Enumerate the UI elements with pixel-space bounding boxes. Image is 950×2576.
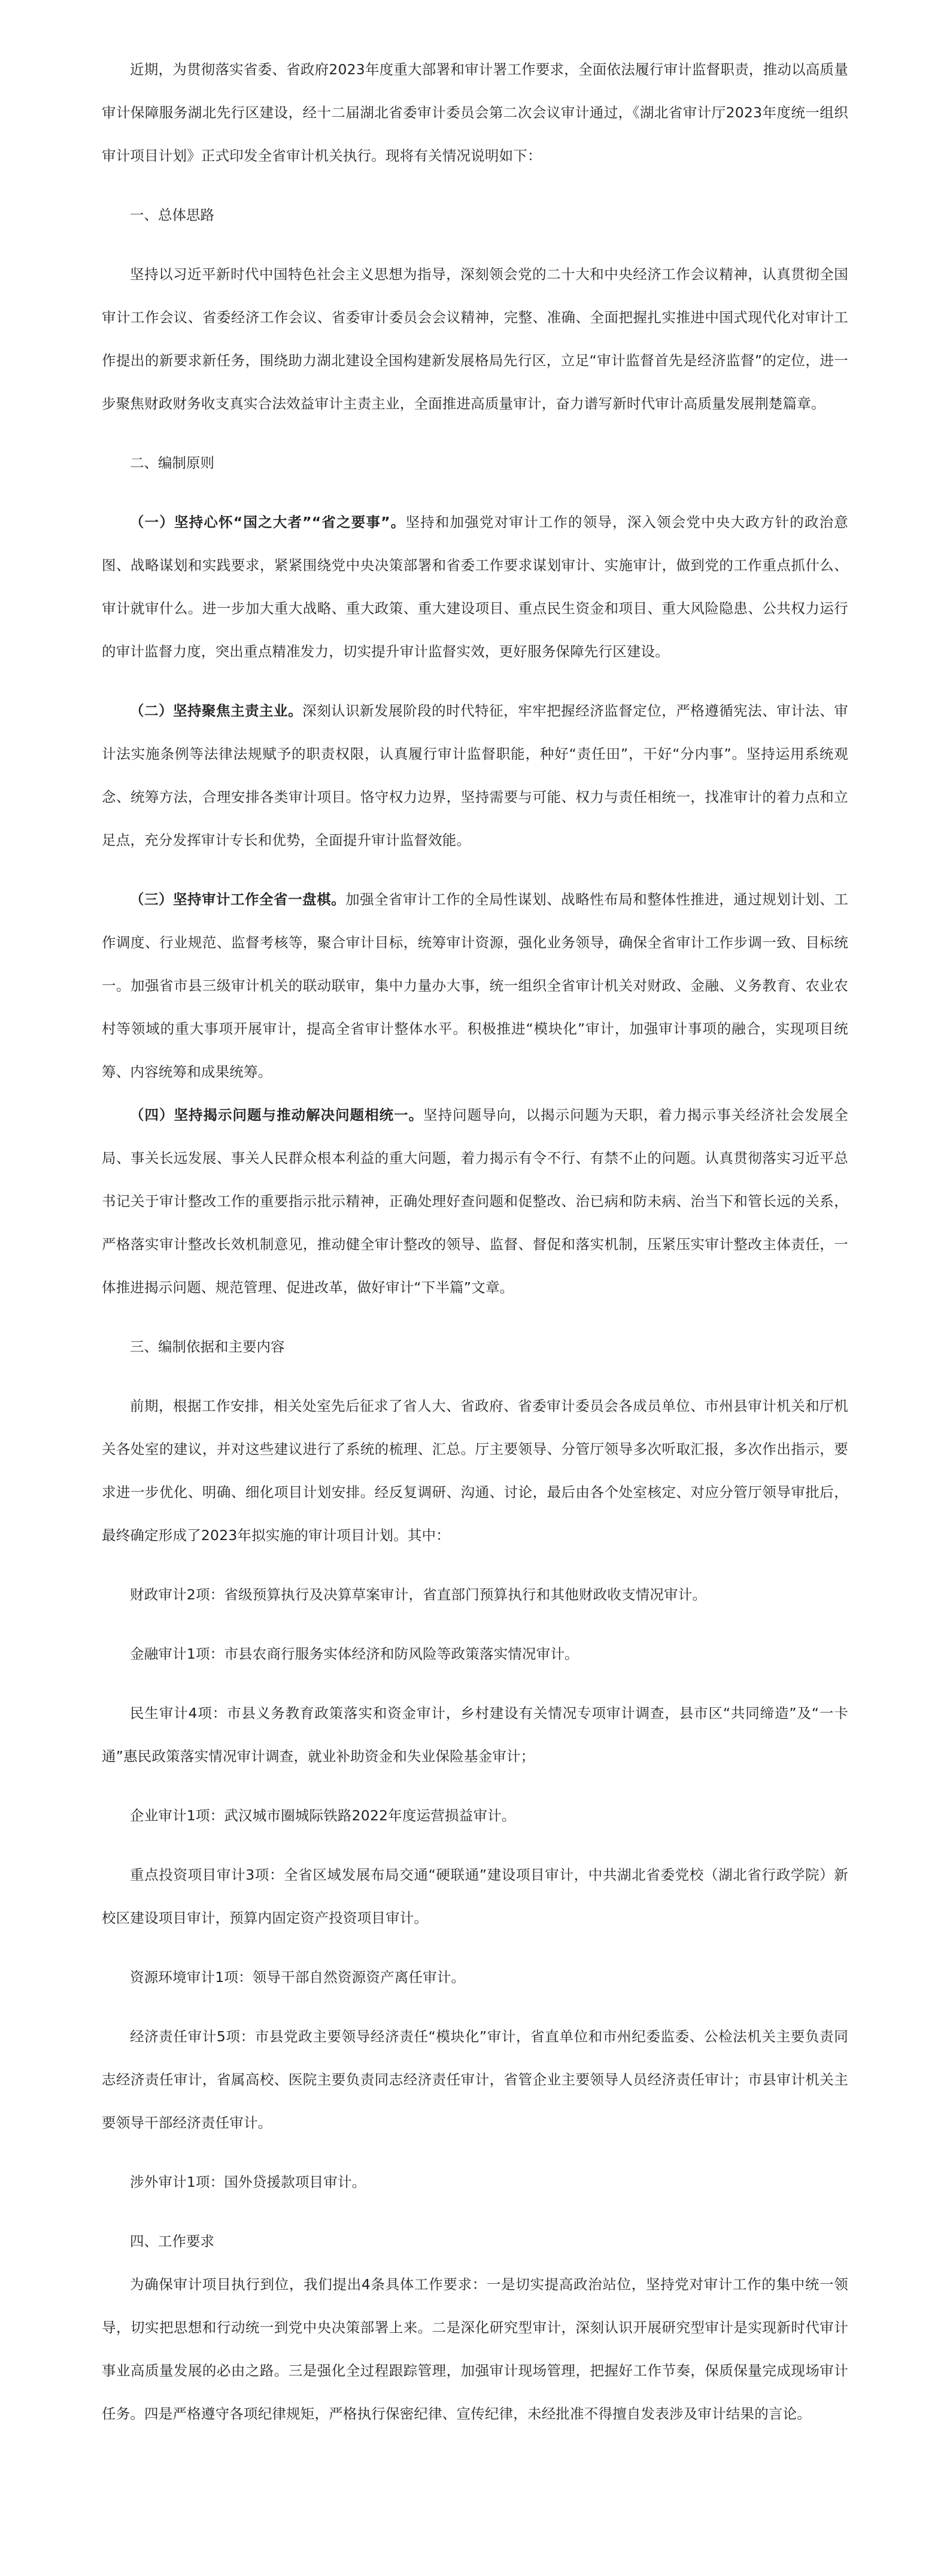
section-heading-requirements: 四、工作要求 (130, 2233, 214, 2250)
principle-3-body: 加强全省审计工作的全局性谋划、战略性布局和整体性推进，通过规划计划、工作调度、行业规范、监督考核等，聚合审计目标，统筹审计资源，强化业务领导，确保全省审计工作步调一致、目标统一。加强省市县三级审计机关的联动联审，集中力量办大事，统一组织全省审计机关对财政、金融、义务教育、农业农村等领域的重大事项开展审计，提高全省审计整体水平。积极推进“模块化”审计，加强审计事项的融合，实现项目统筹、内容统筹和成果统筹。 (102, 891, 849, 1080)
principle-2-lead: （二）坚持聚焦主责主业。 (130, 702, 303, 719)
basis-intro-paragraph: 前期，根据工作安排，相关处室先后征求了省人大、省政府、省委审计委员会各成员单位、市州县审计机关和厅机关各处室的建议，并对这些建议进行了系统的梳理、汇总。厅主要领导、分管厅领导多次听取汇报，多次作出指示，要求进一步优化、明确、细化项目计划安排。经反复调研、沟通、讨论，最后由各个处室核定、对应分管厅领导审批后，最终确定形成了2023年拟实施的审计项目计划。其中： (102, 1398, 848, 1544)
audit-item-enterprise: 企业审计1项：武汉城市圈城际铁路2022年度运营损益审计。 (130, 1807, 516, 1824)
audit-item-livelihood: 民生审计4项：市县义务教育政策落实和资金审计，乡村建设有关情况专项审计调查，县市区“共同缔造”及“一卡通”惠民政策落实情况审计调查，就业补助资金和失业保险基金审计； (102, 1705, 848, 1765)
audit-item-economic-responsibility: 经济责任审计5项：市县党政主要领导经济责任“模块化”审计，省直单位和市州纪委监委、公检法机关主要负责同志经济责任审计，省属高校、医院主要负责同志经济责任审计，省管企业主要领导人员经济责任审计；市县审计机关主要领导干部经济责任审计。 (102, 2028, 848, 2131)
principle-4-body: 坚持问题导向，以揭示问题为天职，着力揭示事关经济社会发展全局、事关长远发展、事关人民群众根本利益的重大问题，着力揭示有令不行、有禁不止的问题。认真贯彻落实习近平总书记关于审计整改工作的重要指示批示精神，正确处理好查问题和促整改、治已病和防未病、治当下和管长远的关系，严格落实审计整改长效机制意见，推动健全审计整改的领导、监督、督促和落实机制，压紧压实审计整改主体责任，一体推进揭示问题、规范管理、促进改革，做好审计“下半篇”文章。 (102, 1107, 848, 1296)
audit-item-banking: 金融审计1项：市县农商行服务实体经济和防风险等政策落实情况审计。 (130, 1645, 579, 1662)
requirements-paragraph: 为确保审计项目执行到位，我们提出4条具体工作要求：一是切实提高政治站位，坚持党对审计工作的集中统一领导，切实把思想和行动统一到党中央决策部署上来。二是深化研究型审计，深刻认识开展研究型审计是实现新时代审计事业高质量发展的必由之路。三是强化全过程跟踪管理，加强审计现场管理，把握好工作节奏，保质保量完成现场审计任务。四是严格遵守各项纪律规矩，严格执行保密纪律、宣传纪律，未经批准不得擅自发表涉及审计结果的言论。 (102, 2276, 848, 2422)
principle-3-lead: （三）坚持审计工作全省一盘棋。 (130, 891, 346, 908)
principle-1-lead: （一）坚持心怀“国之大者”“省之要事”。 (130, 514, 406, 531)
principle-4-lead: （四）坚持揭示问题与推动解决问题相统一。 (130, 1107, 424, 1123)
section-heading-principles: 二、编制原则 (130, 454, 214, 471)
intro-paragraph: 近期，为贯彻落实省委、省政府2023年度重大部署和审计署工作要求，全面依法履行审计监督职责，推动以高质量审计保障服务湖北先行区建设，经十二届湖北省委审计委员会第二次会议审计通过，《湖北省审计厅2023年度统一组织审计项目计划》正式印发全省审计机关执行。现将有关情况说明如下： (102, 61, 848, 164)
overall-approach-paragraph: 坚持以习近平新时代中国特色社会主义思想为指导，深刻领会党的二十大和中央经济工作会议精神，认真贯彻全国审计工作会议、省委经济工作会议、省委审计委员会会议精神，完整、准确、全面把握扎实推进中国式现代化对审计工作提出的新要求新任务，围绕助力湖北建设全国构建新发展格局先行区，立足“审计监督首先是经济监督”的定位，进一步聚焦财政财务收支真实合法效益审计主责主业，全面推进高质量审计，奋力谱写新时代审计高质量发展荆楚篇章。 (102, 266, 848, 412)
audit-item-finance: 财政审计2项：省级预算执行及决算草案审计，省直部门预算执行和其他财政收支情况审计。 (130, 1586, 707, 1603)
principle-2-paragraph (102, 689, 848, 862)
principle-1-paragraph (102, 501, 848, 673)
audit-item-resources: 资源环境审计1项：领导干部自然资源资产离任审计。 (130, 1969, 466, 1986)
principle-1-body: 坚持和加强党对审计工作的领导，深入领会党中央大政方针的政治意图、战略谋划和实践要求，紧紧围绕党中央决策部署和省委工作要求谋划审计、实施审计，做到党的工作重点抓什么、审计就审什么。进一步加大重大战略、重大政策、重大建设项目、重点民生资金和项目、重大风险隐患、公共权力运行的审计监督力度，突出重点精准发力，切实提升审计监督实效，更好服务保障先行区建设。 (102, 514, 849, 660)
principle-2-body: 深刻认识新发展阶段的时代特征，牢牢把握经济监督定位，严格遵循宪法、审计法、审计法实施条例等法律法规赋予的职责权限，认真履行审计监督职能，种好“责任田”，干好“分内事”。坚持运用系统观念、统筹方法，合理安排各类审计项目。恪守权力边界，坚持需要与可能、权力与责任相统一，找准审计的着力点和立足点，充分发挥审计专长和优势，全面提升审计监督效能。 (102, 702, 848, 848)
principle-4-paragraph (102, 1093, 848, 1309)
section-heading-basis-and-content: 三、编制依据和主要内容 (130, 1338, 285, 1355)
principle-3-paragraph (102, 878, 848, 1093)
audit-item-investment: 重点投资项目审计3项：全省区域发展布局交通“硬联通”建设项目审计，中共湖北省委党校（湖北省行政学院）新校区建设项目审计，预算内固定资产投资项目审计。 (102, 1866, 848, 1926)
audit-item-foreign: 涉外审计1项：国外贷援款项目审计。 (130, 2174, 366, 2190)
section-heading-overall-approach: 一、总体思路 (130, 207, 214, 223)
